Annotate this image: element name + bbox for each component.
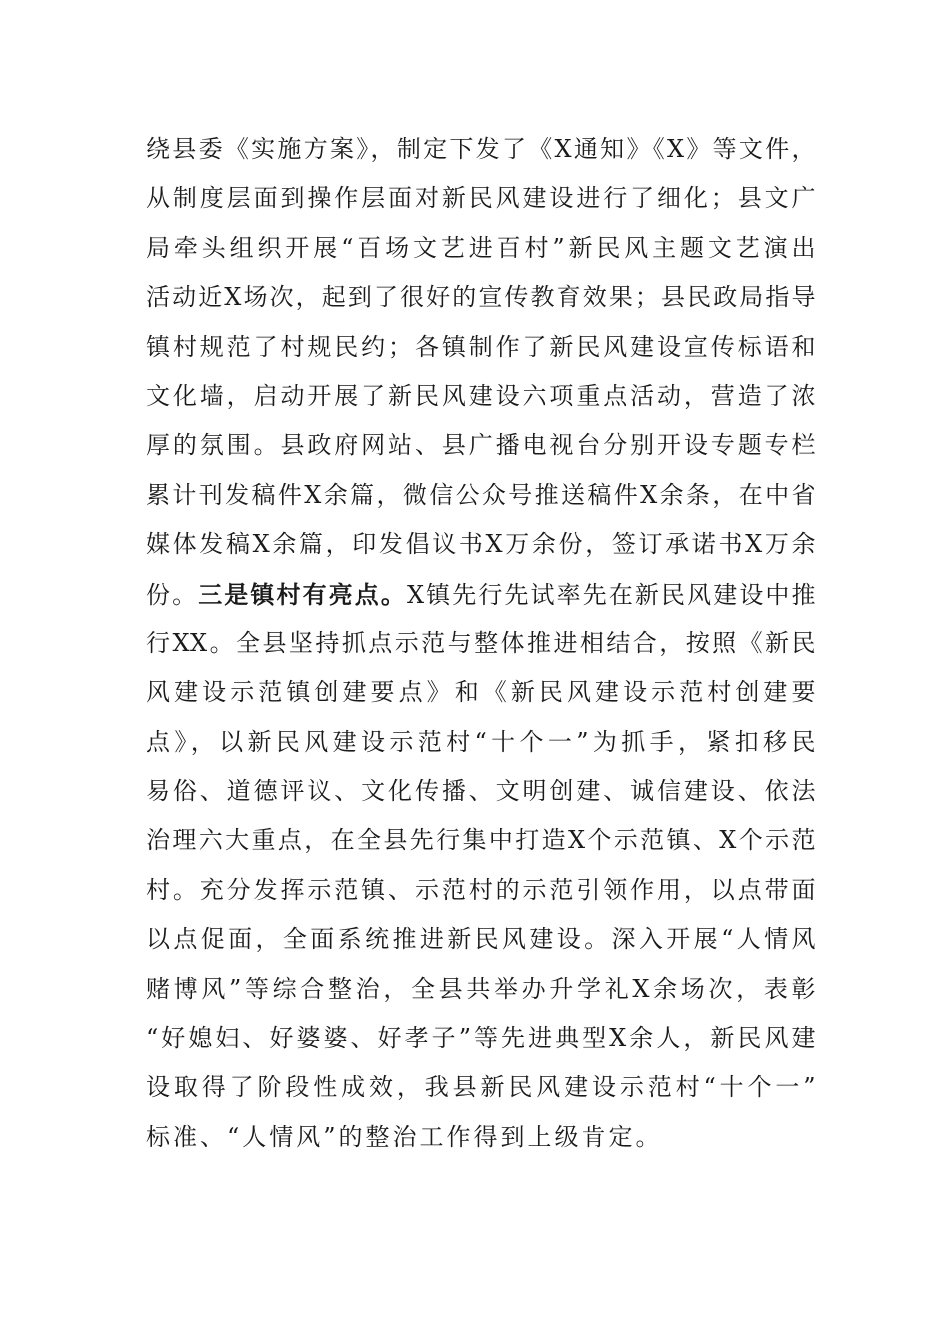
text-segment: 局牵头组织开展“百场文艺进百村”新民风主题文艺演出 <box>146 233 816 262</box>
text-line <box>146 224 816 273</box>
text-segment: 易俗、道德评议、文化传播、文明创建、诚信建设、依法 <box>146 777 816 806</box>
text-line <box>146 866 816 915</box>
text-line <box>146 570 816 619</box>
text-line <box>146 1063 816 1112</box>
text-line <box>146 767 816 816</box>
text-segment: 镇村规范了村规民约；各镇制作了新民风建设宣传标语和 <box>146 332 816 361</box>
text-line <box>146 1014 816 1063</box>
text-line <box>146 174 816 223</box>
text-segment: 文化墙，启动开展了新民风建设六项重点活动，营造了浓 <box>146 381 816 410</box>
text-segment: 治理六大重点，在全县先行集中打造X个示范镇、X个示范 <box>146 826 816 855</box>
text-line <box>146 125 816 174</box>
text-segment: 风建设示范镇创建要点》和《新民风建设示范村创建要 <box>146 678 816 707</box>
text-segment: 份。 <box>146 580 199 609</box>
text-segment: 赌博风”等综合整治，全县共举办升学礼X余场次，表彰 <box>146 974 816 1003</box>
text-line <box>146 965 816 1014</box>
text-line <box>146 1113 816 1162</box>
body-paragraph <box>146 125 816 1162</box>
text-segment: 绕县委《实施方案》，制定下发了《X通知》《X》等文件， <box>146 135 816 163</box>
section-heading-inline: 三是镇村有亮点。 <box>198 579 407 609</box>
text-line <box>146 421 816 470</box>
text-line <box>146 471 816 520</box>
text-line <box>146 323 816 372</box>
text-segment: 设取得了阶段性成效，我县新民风建设示范村“十个一” <box>146 1073 816 1102</box>
text-segment: 行XX。全县坚持抓点示范与整体推进相结合，按照《新民 <box>146 628 816 657</box>
text-segment: 累计刊发稿件X余篇，微信公众号推送稿件X余条，在中省 <box>146 480 816 509</box>
text-line <box>146 668 816 717</box>
text-segment: 标准、“人情风”的整治工作得到上级肯定。 <box>146 1122 663 1151</box>
text-segment: X镇先行先试率先在新民风建设中推 <box>406 580 817 609</box>
text-line <box>146 520 816 569</box>
text-line <box>146 372 816 421</box>
text-segment: “好媳妇、好婆婆、好孝子”等先进典型X余人，新民风建 <box>146 1024 816 1053</box>
text-segment: 活动近X场次，起到了很好的宣传教育效果；县民政局指导 <box>146 283 816 312</box>
text-line <box>146 816 816 865</box>
text-line <box>146 718 816 767</box>
text-line <box>146 915 816 964</box>
text-segment: 媒体发稿X余篇，印发倡议书X万余份，签订承诺书X万余 <box>146 530 816 559</box>
text-segment: 村。充分发挥示范镇、示范村的示范引领作用，以点带面 <box>146 875 816 904</box>
text-line <box>146 273 816 322</box>
text-segment: 以点促面，全面系统推进新民风建设。深入开展“人情风 <box>146 925 816 954</box>
text-line <box>146 619 816 668</box>
text-segment: 从制度层面到操作层面对新民风建设进行了细化；县文广 <box>146 184 816 213</box>
text-segment: 厚的氛围。县政府网站、县广播电视台分别开设专题专栏 <box>146 431 816 460</box>
text-segment: 点》，以新民风建设示范村“十个一”为抓手，紧扣移民 <box>146 727 816 756</box>
